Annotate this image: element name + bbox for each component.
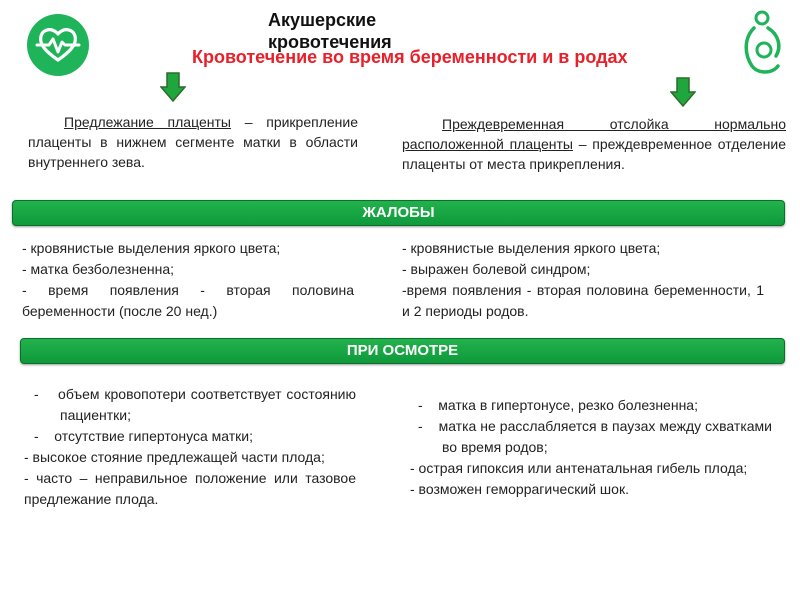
left-complaints-list <box>22 238 354 322</box>
right-definition-text: – преждевременное отделение плаценты от места прикрепления. <box>402 136 787 172</box>
complaints-section-bar: ЖАЛОБЫ <box>12 200 785 226</box>
list-item: - матка в гипертонусе, резко болезненна; <box>418 397 698 413</box>
right-definition-term: Преждевременная отслойка нормально расположенной плаценты <box>402 116 786 152</box>
arrow-down-icon <box>670 77 696 107</box>
right-exam-list <box>410 395 772 500</box>
title-line-2: кровотечения <box>268 32 392 52</box>
list-item: - время появления - вторая половина беременности (после 20 нед.) <box>22 282 354 319</box>
list-item: - объем кровопотери соответствует состоянию пациентки; <box>34 386 356 423</box>
mother-child-logo <box>738 8 788 78</box>
exam-section-bar: ПРИ ОСМОТРЕ <box>20 338 785 364</box>
left-definition-term: Предлежание плаценты <box>64 114 231 130</box>
title-line-1: Акушерские <box>268 10 377 30</box>
list-item: - часто – неправильное положение или тазовое предлежание плода. <box>24 470 356 507</box>
left-exam-list <box>24 384 356 510</box>
right-definition <box>402 114 786 174</box>
list-item: - кровянистые выделения яркого цвета; <box>402 240 661 256</box>
mother-child-icon <box>738 8 788 78</box>
heart-pulse-icon <box>27 14 89 76</box>
heart-pulse-logo <box>27 14 89 76</box>
list-item: - острая гипоксия или антенатальная гибель плода; <box>410 460 748 476</box>
right-complaints-list <box>402 238 764 322</box>
list-item: -время появления - вторая половина беременности, 1 и 2 периоды родов. <box>402 282 764 319</box>
list-item: - высокое стояние предлежащей части плода; <box>24 449 325 465</box>
list-item: - матка не расслабляется в паузах между схватками во время родов; <box>418 418 772 455</box>
page-subtitle: Кровотечение во время беременности и в родах <box>192 47 628 67</box>
arrow-down-icon <box>160 72 186 102</box>
list-item: - кровянистые выделения яркого цвета; <box>22 240 281 256</box>
left-definition <box>28 112 358 172</box>
left-definition-text: – прикрепление плаценты в нижнем сегменте матки в области внутреннего зева. <box>28 114 359 170</box>
list-item: - матка безболезненна; <box>22 261 174 277</box>
list-item: - возможен геморрагический шок. <box>410 481 629 497</box>
list-item: - выражен болевой синдром; <box>402 261 591 277</box>
list-item: - отсутствие гипертонуса матки; <box>34 428 253 444</box>
